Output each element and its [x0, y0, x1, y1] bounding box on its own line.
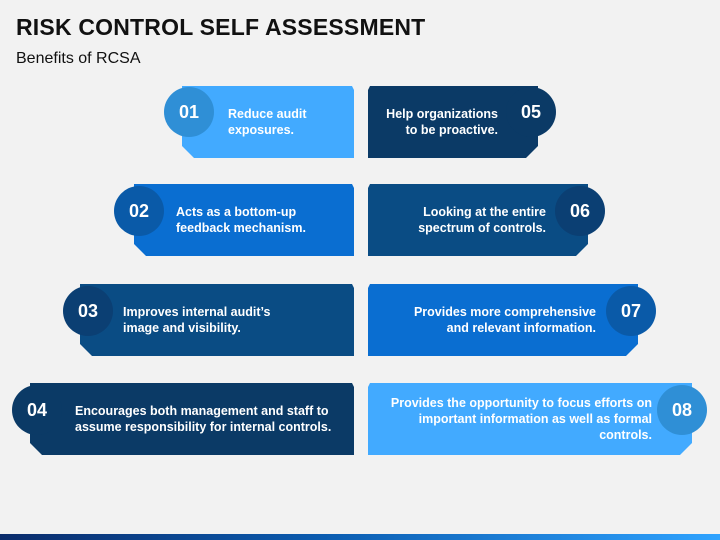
badge-01: 01: [164, 87, 214, 137]
benefit-text-04: Encourages both management and staff to assume responsibility for internal controls.: [75, 404, 332, 434]
badge-05: 05: [506, 87, 556, 137]
benefit-text-07: Provides more comprehensive and relevant information.: [413, 305, 596, 335]
badge-04: 04: [12, 385, 62, 435]
benefit-card-08: [368, 383, 692, 455]
badge-03: 03: [63, 286, 113, 336]
benefit-card-04: [30, 383, 354, 455]
page-subtitle: Benefits of RCSA: [16, 50, 141, 67]
page-title: RISK CONTROL SELF ASSESSMENT: [16, 14, 426, 40]
benefit-text-06: Looking at the entire spectrum of controls.: [418, 205, 546, 235]
badge-06: 06: [555, 186, 605, 236]
benefit-text-01: Reduce audit exposures.: [228, 107, 307, 137]
benefit-text-05: Help organizations to be proactive.: [386, 107, 498, 137]
bottom-accent-bar: [0, 534, 720, 540]
benefit-card-03: [80, 284, 354, 356]
benefit-card-06: [368, 184, 588, 256]
badge-07: 07: [606, 286, 656, 336]
benefit-card-07: [368, 284, 638, 356]
benefit-card-02: [134, 184, 354, 256]
badge-08: 08: [657, 385, 707, 435]
benefit-text-02: Acts as a bottom-up feedback mechanism.: [176, 205, 306, 235]
benefit-text-08: Provides the opportunity to focus efforts on important information as well as formal controls.: [390, 396, 652, 442]
benefit-text-03: Improves internal audit’s image and visibility.: [123, 305, 271, 335]
badge-02: 02: [114, 186, 164, 236]
